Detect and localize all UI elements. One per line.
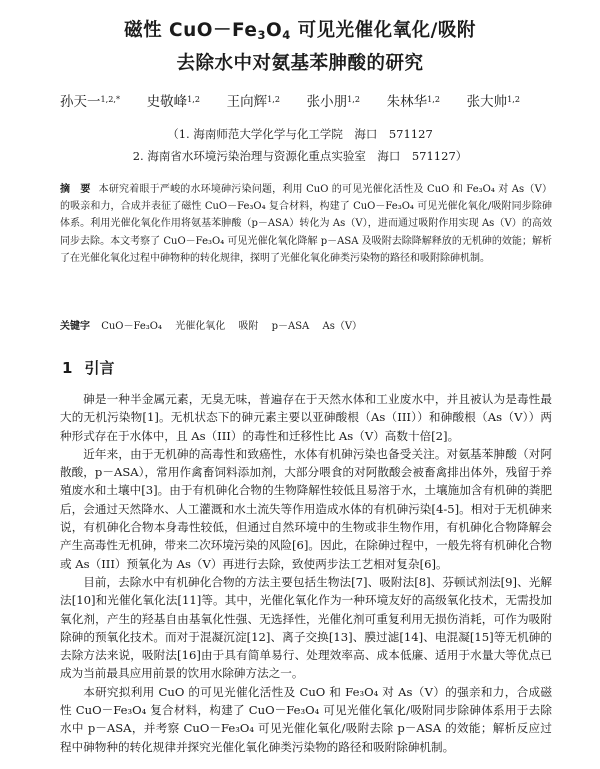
body-text xyxy=(60,390,552,756)
keyword: p－ASA xyxy=(271,321,310,332)
affiliation-1: （1. 海南师范大学化学与化工学院 海口 571127 xyxy=(167,127,433,141)
author: 朱林华$^{1,2}$ xyxy=(386,93,440,110)
author-list xyxy=(60,93,520,111)
paper-title-line2: 去除水中对氨基苯胂酸的研究 xyxy=(176,53,424,74)
author: 史敬峰$^{1,2}$ xyxy=(146,93,200,110)
author: 孙天一$^{1,2,*}$ xyxy=(60,93,120,110)
keyword: CuO－Fe₃O₄ xyxy=(101,321,163,332)
affiliation-2: 2. 海南省水环境污染治理与资源化重点实验室 海口 571127） xyxy=(132,149,468,163)
section-number: 1 xyxy=(62,359,73,377)
paragraph: 近年来，由于无机砷的高毒性和致癌性，水体有机砷污染也备受关注。对氨基苯胂酸（对阿散酸，p－ASA），常用作禽畜饲料添加剂，大部分喂食的对阿散酸会被畜禽排出体外，残留于养殖废水和土壤中[3]。由于有机砷化合物的生物降解性较低且易溶于水，土壤施加含有机砷的粪肥后，会通过天然降水、人工灌溉和水土流失等作用造成水体的有机砷污染[4-5]。相对于无机砷来说，有机砷化合物本身毒性较低，但通过自然环境中的生物或非生物作用，有机砷化合物降解会产生高毒性无机砷，带来二次环境污染的风险[6]。因此，在除砷过程中，一般先将有机砷化合物或 As（III）预氧化为 As（V）再进行去除，致使两步法工艺相对复杂[6]。 xyxy=(60,446,552,571)
title-subscript: 3 xyxy=(257,27,266,42)
keyword: 光催化氧化 xyxy=(175,321,226,332)
keyword: 吸附 xyxy=(238,321,259,332)
abstract-text: 本研究着眼于严峻的水环境砷污染问题，利用 CuO 的可见光催化活性及 CuO 和 Fe₃O₄ 对 As（V）的吸亲和力，合成并表征了磁性 CuO－Fe₃O₄ 复合材料，构建了 CuO－Fe₃O₄ 可见光催化氧化/吸附同步除砷体系。利用光催化氧化作用将氨基苯胂酸（p－ASA）转化为 As（V），进而通过吸附作用实现 As（V）的高效同步去除。本文考察了 CuO－Fe₃O₄ 可见光催化氧化降解 p－ASA 及吸附去除降解释放的无机砷的效能；解析了在光催化氧化过程中砷物种的转化规律，探明了光催化氧化砷类污染物的路径和吸附除砷机制。 xyxy=(60,184,553,264)
title-text-part: 可见光催化氧化/吸附 xyxy=(290,20,476,41)
paragraph: 目前，去除水中有机砷化合物的方法主要包括生物法[7]、吸附法[8]、芬顿试剂法[9]、光解法[10]和光催化氧化法[11]等。其中，光催化氧化作为一种环境友好的高级氧化技术，无需投加氧化剂，产生的羟基自由基氧化性强、无选择性，光催化剂可重复利用无损伤消耗，可作为吸附除砷的预氧化技术。而对于混凝沉淀[12]、离子交换[13]、膜过滤[14]、电混凝[15]等无机砷的去除方法来说，吸附法[16]由于具有简单易行、处理效率高、成本低廉、适用于水量大等优点已成为当前最具应用前景的饮用水除砷方法之一。 xyxy=(60,574,552,681)
title-text-part: 磁性 CuO－Fe xyxy=(124,20,258,41)
keyword: As（V） xyxy=(322,321,363,332)
paragraph: 砷是一种半金属元素，无臭无味，普遍存在于天然水体和工业废水中，并且被认为是毒性最大的无机污染物[1]。无机状态下的砷元素主要以亚砷酸根（As（III））和砷酸根（As（V））两种形式存在于水体中，且 As（III）的毒性和迁移性比 As（V）高数十倍[2]。 xyxy=(60,392,552,443)
section-title: 引言 xyxy=(84,359,115,377)
abstract-label: 摘 要 xyxy=(60,184,91,195)
section-heading xyxy=(62,358,114,378)
abstract xyxy=(60,181,552,267)
author: 张大帅$^{1,2}$ xyxy=(466,93,520,110)
paper-title-line1 xyxy=(0,20,600,42)
title-text-part: O xyxy=(265,20,283,41)
keywords-label: 关键字 xyxy=(60,321,90,332)
keywords xyxy=(60,319,552,335)
author: 张小朋$^{1,2}$ xyxy=(306,93,360,110)
paragraph: 本研究拟利用 CuO 的可见光催化活性及 CuO 和 Fe₃O₄ 对 As（V）的强亲和力，合成磁性 CuO－Fe₃O₄ 复合材料，构建了 CuO－Fe₃O₄ 可见光催化氧化/吸附同步除砷体系用于去除水中 p－ASA，并考察 CuO－Fe₃O₄ 可见光催化氧化/吸附去除 p－ASA 的效能；解析反应过程中砷物种的转化规律并探究光催化氧化砷类污染物的路径和吸附除砷机制。 xyxy=(60,684,552,754)
author: 王向辉$^{1,2}$ xyxy=(226,93,280,110)
title-subscript: 4 xyxy=(282,27,291,42)
